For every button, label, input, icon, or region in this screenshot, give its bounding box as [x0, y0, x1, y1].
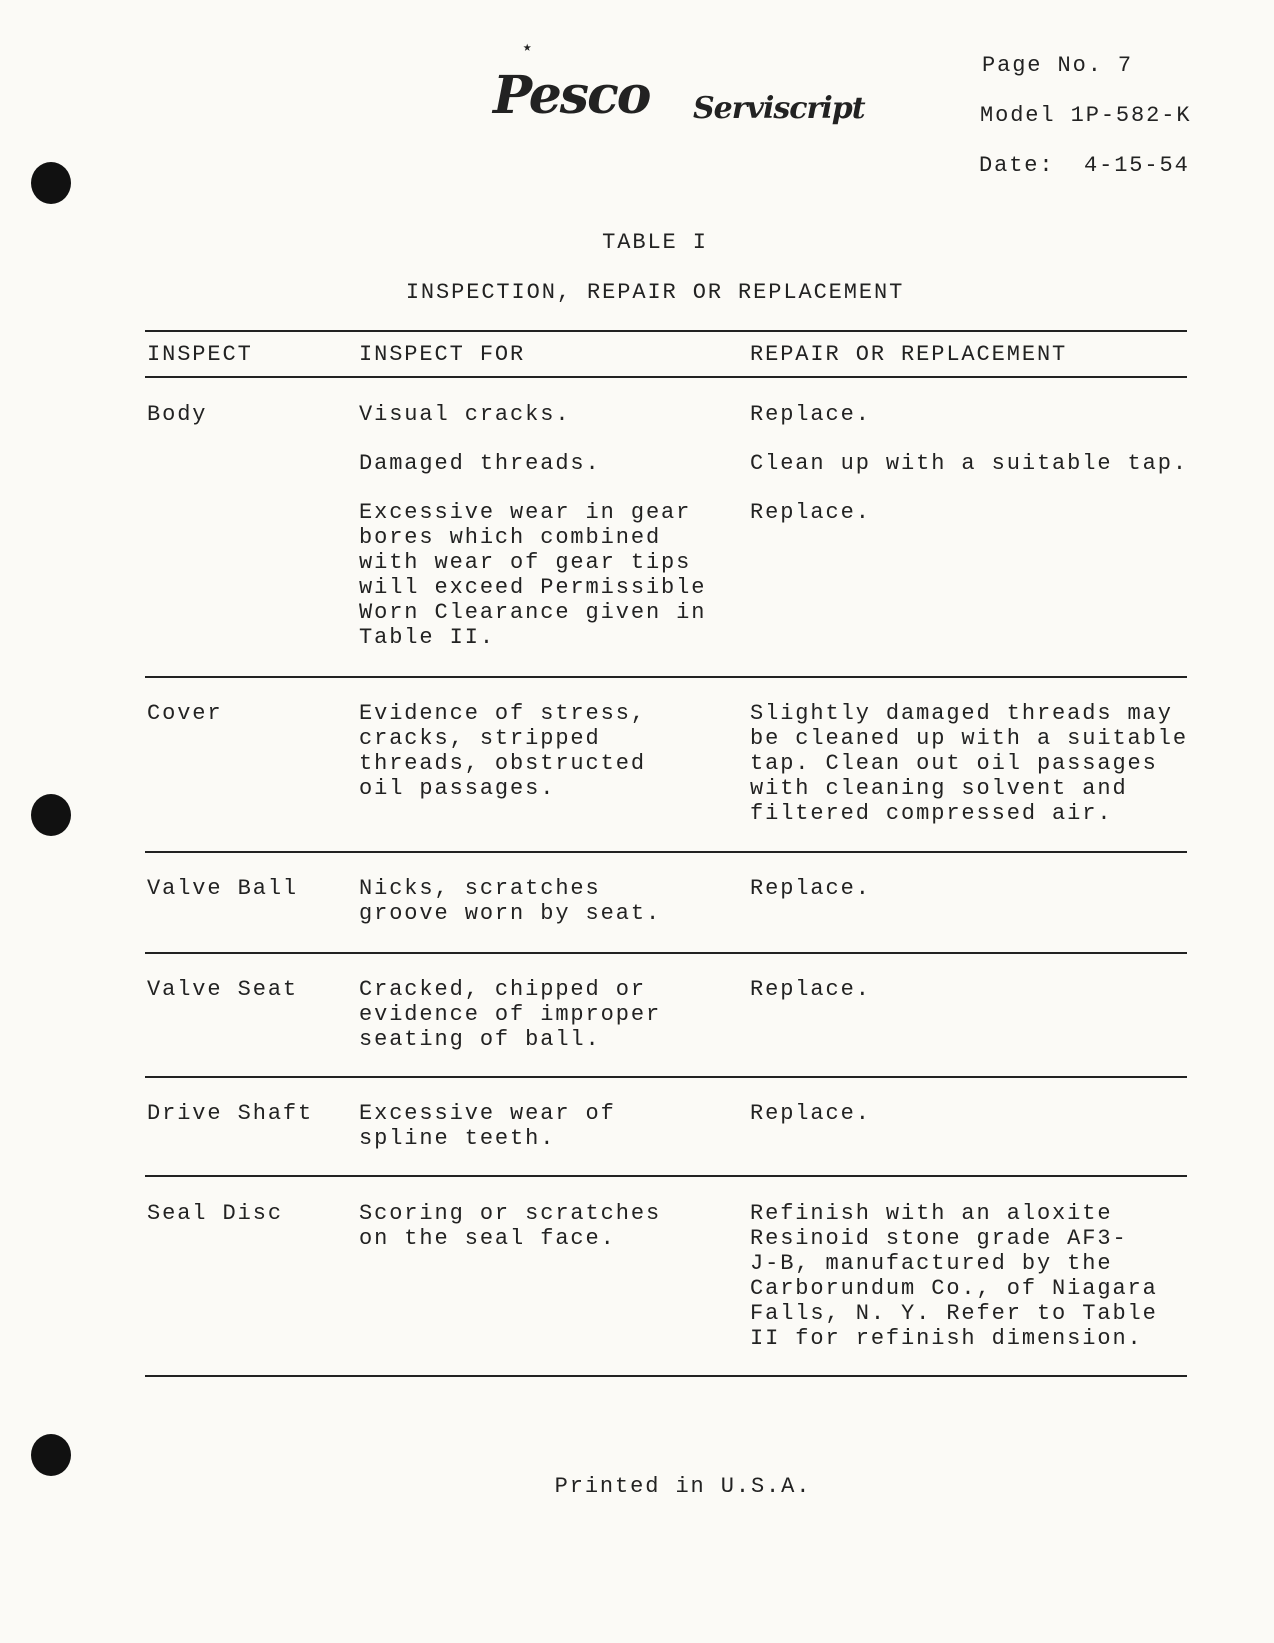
- inspect-for-cell: [359, 977, 661, 1076]
- inspect-part: Seal Disc: [147, 1201, 283, 1226]
- repair-cell: [750, 1101, 871, 1150]
- inspect-part: Valve Ball: [147, 876, 299, 901]
- printed-in-usa: Printed in U.S.A.: [554, 1474, 812, 1499]
- repair-item: Replace.: [750, 876, 871, 901]
- inspect-for-cell: [359, 1101, 616, 1175]
- repair-cell: [750, 977, 871, 1026]
- inspect-part: Valve Seat: [147, 977, 299, 1002]
- repair-item: Clean up with a suitable tap.: [750, 451, 1188, 476]
- repair-cell: [750, 402, 1188, 549]
- inspect-for-item: Nicks, scratches groove worn by seat.: [359, 876, 662, 926]
- repair-item: Refinish with an aloxite Resinoid stone grade AF3- J-B, manufactured by the Carborundum Co., of Niagara Falls, N. Y. Refer to Table II for refinish dimension.: [750, 1201, 1158, 1351]
- repair-cell: [750, 876, 871, 925]
- inspect-for-cell: [359, 1201, 661, 1275]
- logo-sub: Serviscript: [693, 91, 865, 126]
- logo-star-icon: ★: [523, 40, 532, 56]
- rule: [145, 1076, 1187, 1078]
- rule: [145, 330, 1187, 332]
- repair-item: Replace.: [750, 402, 871, 427]
- pesco-logo: [493, 40, 893, 150]
- column-header-inspect: INSPECT: [147, 342, 253, 367]
- inspect-for-cell: [359, 701, 646, 825]
- repair-cell: [750, 1201, 1158, 1375]
- date-value: 4-15-54: [1084, 153, 1190, 178]
- rule: [145, 1175, 1187, 1177]
- inspect-for-item: Visual cracks.: [359, 402, 571, 427]
- logo-brand: Pesco: [493, 65, 650, 126]
- table-title: TABLE I: [602, 230, 708, 255]
- model-number: Model 1P-582-K: [980, 103, 1192, 128]
- inspect-for-item: Evidence of stress, cracks, stripped threads, obstructed oil passages.: [359, 701, 646, 801]
- binder-hole: [31, 794, 71, 836]
- inspect-for-item: Excessive wear in gear bores which combined with wear of gear tips will exceed Permissible Worn Clearance given in Table II.: [359, 500, 707, 650]
- inspect-for-item: Scoring or scratches on the seal face.: [359, 1201, 662, 1251]
- inspect-for-item: Excessive wear of spline teeth.: [359, 1101, 616, 1151]
- inspect-part: Cover: [147, 701, 223, 726]
- rule: [145, 851, 1187, 853]
- binder-hole: [31, 162, 71, 204]
- rule: [145, 1375, 1187, 1377]
- inspect-for-item: Damaged threads.: [359, 451, 601, 476]
- date-label: Date:: [979, 153, 1055, 178]
- column-header-inspect-for: INSPECT FOR: [359, 342, 526, 367]
- repair-cell: [750, 701, 1188, 850]
- rule: [145, 952, 1187, 954]
- rule: [145, 376, 1187, 378]
- repair-item: Replace.: [750, 500, 871, 525]
- inspect-part: Drive Shaft: [147, 1101, 314, 1126]
- repair-item: Replace.: [750, 1101, 871, 1126]
- rule: [145, 676, 1187, 678]
- inspect-part: Body: [147, 402, 208, 427]
- inspect-for-cell: [359, 402, 706, 674]
- inspect-for-item: Cracked, chipped or evidence of improper seating of ball.: [359, 977, 662, 1052]
- binder-hole: [31, 1434, 71, 1476]
- table-subtitle: INSPECTION, REPAIR OR REPLACEMENT: [405, 280, 905, 305]
- column-header-repair: REPAIR OR REPLACEMENT: [750, 342, 1068, 367]
- repair-item: Replace.: [750, 977, 871, 1002]
- inspect-for-cell: [359, 876, 661, 950]
- page-number: Page No. 7: [982, 53, 1134, 78]
- repair-item: Slightly damaged threads may be cleaned up with a suitable tap. Clean out oil passages with cleaning solvent and filtered compressed air.: [750, 701, 1188, 826]
